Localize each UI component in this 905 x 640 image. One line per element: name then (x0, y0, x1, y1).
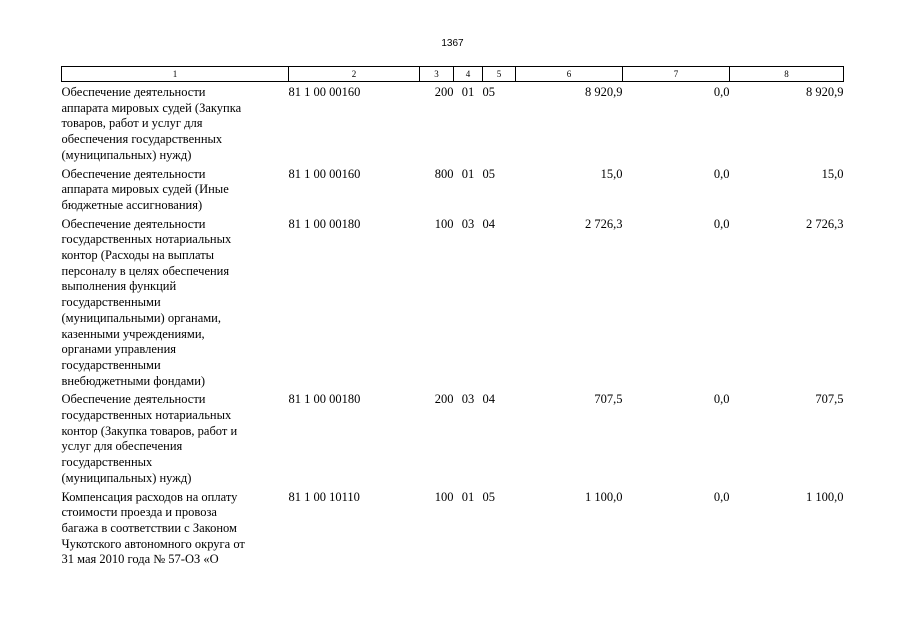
section-code: 01 (461, 85, 475, 99)
expense-name: Обеспечение деятельности аппарата мировых судей (Иные бюджетные ассигнования) (61, 166, 229, 212)
amount-col7: 0,0 (713, 392, 730, 407)
expense-name-cell (62, 214, 289, 390)
amount-col6: 707,5 (594, 392, 623, 407)
column-header-5: 5 (483, 67, 516, 82)
subsection-code: 04 (482, 392, 495, 407)
expense-type-code: 100 (434, 489, 454, 504)
amount-col8: 2 726,3 (806, 216, 844, 231)
target-article-code: 81 1 00 00180 (288, 216, 361, 231)
page-number: 1367 (441, 38, 464, 49)
column-header-7: 7 (623, 67, 730, 82)
amount-col6: 15,0 (600, 166, 623, 181)
table-row (62, 487, 844, 569)
expense-type-code: 200 (434, 85, 454, 99)
subsection-code: 05 (482, 85, 495, 99)
section-code: 01 (461, 166, 475, 181)
amount-col8: 15,0 (821, 166, 844, 181)
column-header-3: 3 (420, 67, 454, 82)
expense-name: Обеспечение деятельности государственных нотариальных контор (Расходы на выплаты персоналу в целях обеспечения выполнения функций государственными (муниципальными) органами, казенными учреждениями, органами управления государственными внебюджетными фондами) (61, 216, 232, 388)
expense-name-cell (62, 389, 289, 486)
expense-type-code: 800 (434, 166, 454, 181)
expense-name-cell (62, 82, 289, 164)
table-row (62, 164, 844, 214)
header-row (62, 67, 844, 82)
section-code: 03 (461, 392, 475, 407)
table-body (62, 82, 844, 569)
table-row (62, 82, 844, 164)
expense-name-cell (62, 164, 289, 214)
expense-name: Компенсация расходов на оплату стоимости проезда и провоза багажа в соответствии с Законом Чукотского автономного округа от 31 мая 2010 года № 57-ОЗ «О (61, 489, 245, 567)
amount-col7: 0,0 (713, 216, 730, 231)
target-article-code: 81 1 00 00180 (288, 392, 361, 407)
target-article-code: 81 1 00 00160 (288, 166, 361, 181)
budget-table (61, 66, 844, 568)
subsection-code: 04 (482, 216, 495, 231)
amount-col7: 0,0 (713, 85, 730, 99)
amount-col8: 1 100,0 (806, 489, 844, 504)
table-row (62, 214, 844, 390)
column-header-2: 2 (289, 67, 420, 82)
column-header-8: 8 (730, 67, 844, 82)
column-header-4: 4 (454, 67, 483, 82)
amount-col8: 707,5 (815, 392, 844, 407)
column-header-6: 6 (516, 67, 623, 82)
amount-col6: 1 100,0 (585, 489, 623, 504)
amount-col6: 2 726,3 (585, 216, 623, 231)
section-code: 03 (461, 216, 475, 231)
amount-col7: 0,0 (713, 489, 730, 504)
subsection-code: 05 (482, 489, 495, 504)
table-row (62, 389, 844, 486)
expense-name: Обеспечение деятельности государственных нотариальных контор (Закупка товаров, работ и услуг для обеспечения государственных (муниципальных) нужд) (61, 392, 238, 485)
expense-type-code: 100 (434, 216, 454, 231)
expense-name: Обеспечение деятельности аппарата мировых судей (Закупка товаров, работ и услуг для обеспечения государственных (муниципальных) нужд) (61, 85, 242, 162)
target-article-code: 81 1 00 10110 (288, 489, 360, 504)
column-header-1: 1 (62, 67, 289, 82)
expense-name-cell (62, 487, 289, 569)
amount-col8: 8 920,9 (806, 85, 844, 99)
amount-col6: 8 920,9 (585, 85, 623, 99)
table-header (62, 67, 844, 82)
amount-col7: 0,0 (713, 166, 730, 181)
expense-type-code: 200 (434, 392, 454, 407)
target-article-code: 81 1 00 00160 (288, 85, 361, 99)
subsection-code: 05 (482, 166, 495, 181)
section-code: 01 (461, 489, 475, 504)
